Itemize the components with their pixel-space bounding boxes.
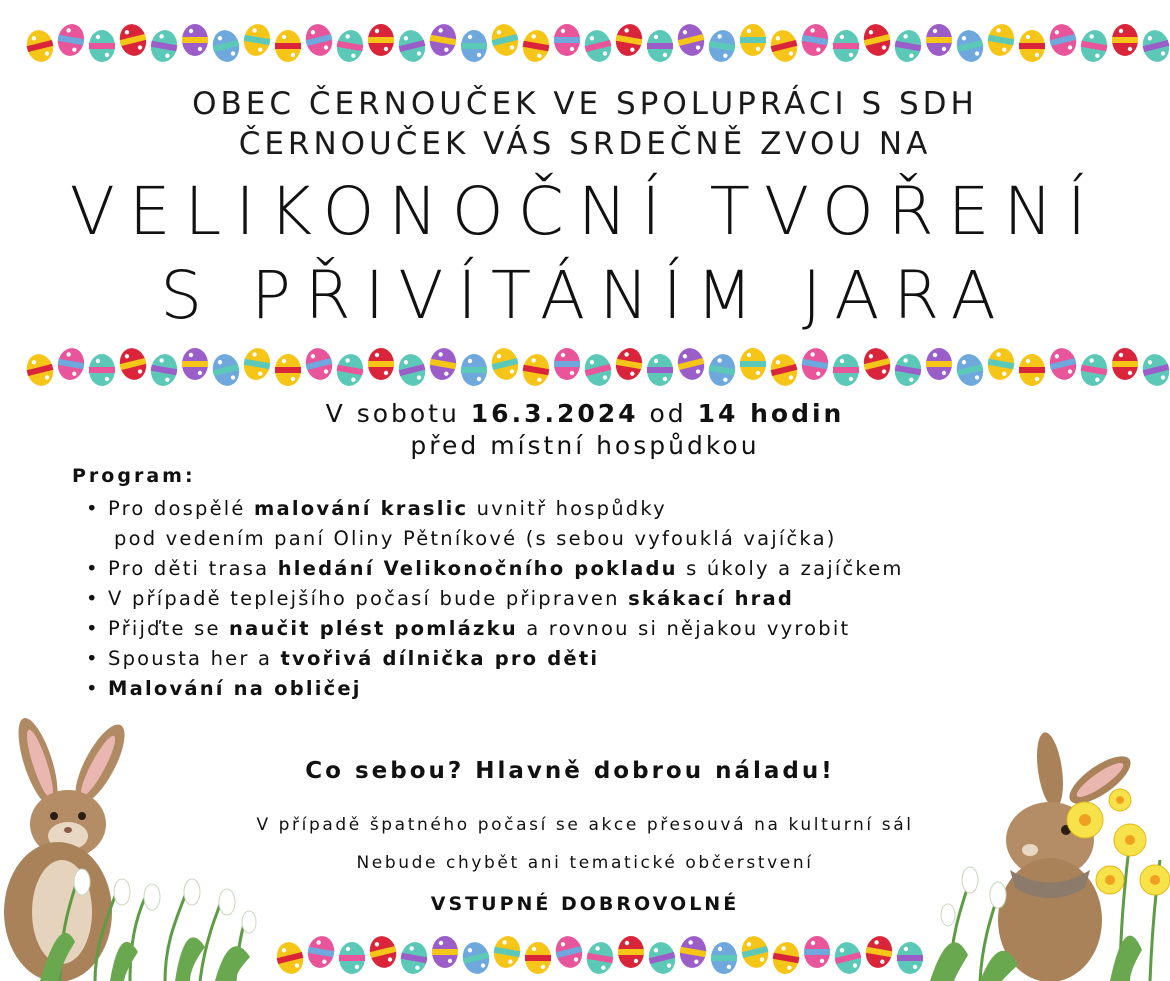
easter-egg-icon (460, 939, 493, 976)
bunny-left-illustration (0, 712, 260, 981)
easter-egg-icon (117, 345, 150, 382)
easter-egg-icon (804, 936, 830, 968)
program-item: • Pro děti trasa hledání Velikonočního pokladu s úkoly a zajíčkem (86, 554, 1146, 584)
easter-egg-icon (461, 30, 487, 62)
easter-egg-icon (740, 348, 766, 380)
easter-egg-icon (1019, 30, 1045, 62)
easter-egg-icon (706, 352, 737, 388)
easter-egg-icon (525, 942, 551, 974)
easter-egg-icon (1112, 24, 1138, 56)
easter-egg-icon (618, 936, 644, 968)
easter-egg-icon (833, 354, 859, 386)
easter-egg-icon (985, 346, 1016, 382)
easter-egg-icon (954, 27, 987, 64)
easter-egg-icon (1047, 345, 1080, 382)
easter-egg-icon (334, 28, 365, 64)
intro-line-2: ČERNOUČEK VÁS SRDEČNĚ ZVOU NA (238, 126, 932, 162)
easter-egg-icon (1140, 351, 1170, 388)
easter-egg-icon (89, 354, 115, 386)
easter-egg-icon (489, 345, 522, 382)
easter-egg-icon (182, 348, 208, 380)
easter-egg-icon (768, 351, 801, 388)
easter-egg-icon (647, 30, 673, 62)
easter-egg-icon (275, 30, 301, 62)
easter-egg-icon (275, 354, 301, 386)
event-title-line-1: VELIKONOČNÍ TVOŘENÍ (69, 173, 1101, 250)
easter-egg-icon (554, 24, 580, 56)
easter-egg-icon (427, 346, 458, 382)
easter-egg-icon (861, 345, 894, 382)
easter-egg-icon (954, 351, 987, 388)
easter-egg-icon (148, 28, 179, 64)
easter-egg-icon (427, 22, 458, 58)
event-time: 14 hodin (697, 399, 845, 428)
easter-egg-icon (832, 939, 865, 976)
easter-egg-icon (24, 27, 57, 64)
easter-egg-icon (367, 933, 400, 970)
easter-egg-icon (863, 934, 894, 970)
easter-egg-icon (491, 934, 522, 970)
easter-egg-icon (739, 933, 772, 970)
program-item: • Přijďte se naučit plést pomlázku a rovnou si nějakou vyrobit (86, 614, 1146, 644)
easter-egg-icon (274, 939, 307, 976)
easter-egg-icon (1078, 352, 1109, 388)
easter-egg-icon (241, 22, 272, 58)
easter-egg-icon (368, 348, 394, 380)
easter-egg-icon (892, 352, 923, 388)
easter-egg-icon (799, 346, 830, 382)
refreshment-note: Nebude chybět ani tematické občerstvení (356, 853, 814, 873)
easter-egg-icon (396, 351, 429, 388)
easter-egg-icon (646, 939, 679, 976)
easter-egg-icon (398, 940, 429, 976)
egg-border-bottom (250, 932, 930, 978)
program-item: • Pro dospělé malování kraslic uvnitř hospůdky (86, 494, 1146, 524)
easter-egg-icon (584, 940, 615, 976)
easter-egg-icon (1047, 21, 1080, 58)
bunny-right-illustration (920, 730, 1170, 981)
easter-egg-icon (1078, 28, 1109, 64)
easter-egg-icon (833, 30, 859, 62)
easter-egg-icon (706, 28, 737, 64)
easter-egg-icon (926, 348, 952, 380)
easter-egg-icon (520, 352, 551, 388)
easter-egg-icon (432, 936, 458, 968)
easter-egg-icon (740, 24, 766, 56)
easter-egg-icon (489, 21, 522, 58)
easter-egg-icon (303, 21, 336, 58)
easter-egg-icon (303, 345, 336, 382)
easter-egg-icon (675, 345, 708, 382)
easter-egg-icon (55, 22, 86, 58)
easter-egg-icon (711, 942, 737, 974)
entry-fee-note: VSTUPNÉ DOBROVOLNÉ (430, 893, 740, 915)
easter-egg-icon (148, 352, 179, 388)
easter-egg-icon (1019, 354, 1045, 386)
egg-border-middle (0, 344, 1170, 390)
easter-egg-icon (241, 346, 272, 382)
easter-egg-icon (24, 351, 57, 388)
easter-egg-icon (396, 27, 429, 64)
event-place: před místní hospůdkou (410, 431, 760, 460)
event-date: 16.3.2024 (470, 399, 639, 428)
easter-egg-icon (1140, 27, 1170, 64)
program-item: • Malování na obličej (86, 674, 1146, 704)
easter-egg-icon (210, 351, 243, 388)
easter-egg-icon (985, 22, 1016, 58)
easter-egg-icon (677, 934, 708, 970)
program-item-continuation: pod vedením paní Oliny Pětníkové (s sebou vyfouklá vajíčka) (114, 527, 837, 550)
event-date-line (0, 398, 1170, 430)
easter-egg-icon (768, 27, 801, 64)
weather-note: V případě špatného počasí se akce přesouvá na kulturní sál (256, 815, 914, 835)
egg-border-top (0, 20, 1170, 66)
easter-egg-icon (520, 28, 551, 64)
easter-egg-icon (770, 940, 801, 976)
easter-egg-icon (613, 346, 644, 382)
easter-egg-icon (368, 24, 394, 56)
event-title-line-2: S PŘIVÍTÁNÍM JARA (160, 257, 1010, 334)
program-list (86, 494, 1146, 704)
easter-egg-icon (554, 348, 580, 380)
easter-egg-icon (926, 24, 952, 56)
easter-egg-icon (892, 28, 923, 64)
date-prefix: V sobotu (325, 399, 471, 428)
easter-egg-icon (861, 21, 894, 58)
easter-egg-icon (799, 22, 830, 58)
easter-egg-icon (182, 24, 208, 56)
easter-egg-icon (647, 354, 673, 386)
easter-egg-icon (334, 352, 365, 388)
easter-egg-icon (117, 21, 150, 58)
easter-egg-icon (55, 346, 86, 382)
easter-egg-icon (339, 942, 365, 974)
easter-egg-icon (210, 27, 243, 64)
easter-egg-icon (89, 30, 115, 62)
easter-egg-icon (675, 21, 708, 58)
intro-line-1: OBEC ČERNOUČEK VE SPOLUPRÁCI S SDH (192, 86, 978, 122)
program-item: • Spousta her a tvořivá dílnička pro děti (86, 644, 1146, 674)
easter-egg-icon (1112, 348, 1138, 380)
easter-egg-icon (553, 933, 586, 970)
program-item: • V případě teplejšího počasí bude připraven skákací hrad (86, 584, 1146, 614)
easter-egg-icon (582, 27, 615, 64)
easter-egg-icon (613, 22, 644, 58)
program-heading: Program: (72, 465, 196, 487)
easter-egg-icon (461, 354, 487, 386)
bring-tagline: Co sebou? Hlavně dobrou náladu! (305, 758, 835, 784)
date-mid: od (638, 399, 698, 428)
easter-egg-icon (582, 351, 615, 388)
easter-egg-icon (305, 934, 336, 970)
